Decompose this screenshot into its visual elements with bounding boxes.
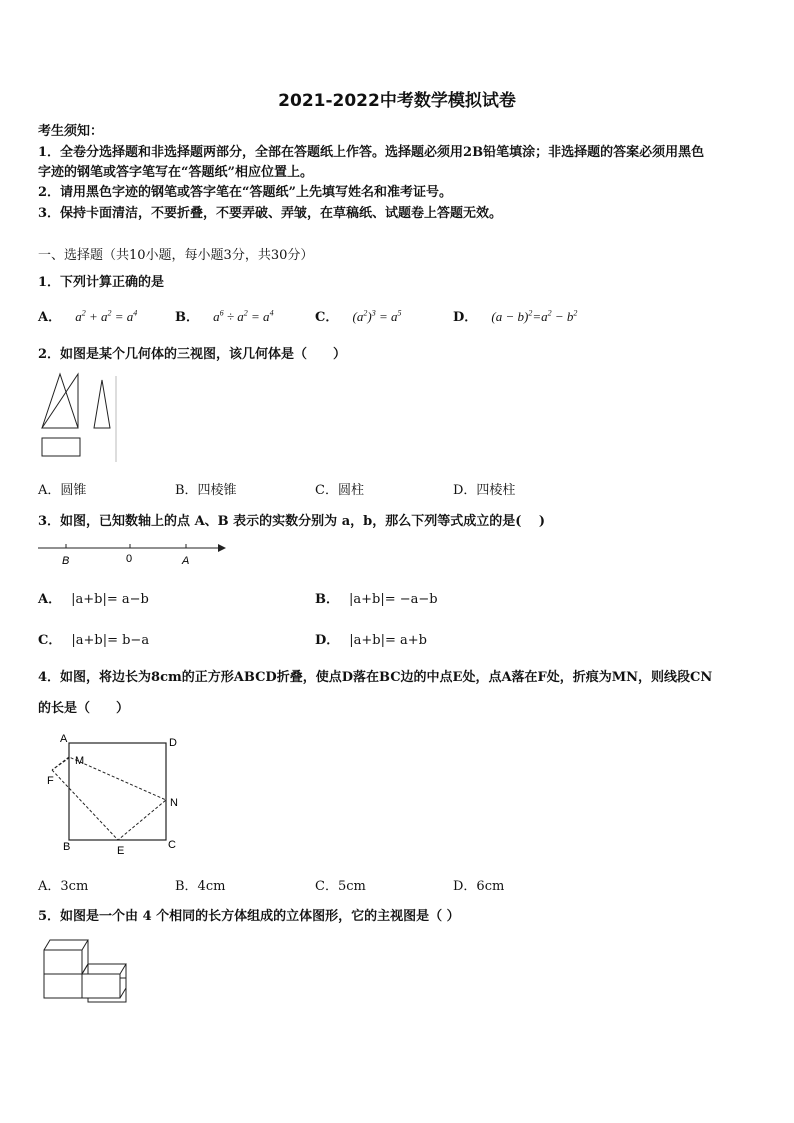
q5-stem: 5．如图是一个由 4 个相同的长方体组成的立体图形，它的主视图是（ ） <box>38 909 460 924</box>
q2-top-view-rectangle <box>42 438 80 456</box>
q3-option-b-label: B． <box>315 592 339 607</box>
q4-option-c[interactable]: C．5cm <box>315 879 366 894</box>
q3-option-a[interactable] <box>38 588 149 607</box>
q1-stem: 1．下列计算正确的是 <box>38 275 165 290</box>
q4-option-a[interactable]: A．3cm <box>38 879 89 894</box>
q3-stem: 3．如图，已知数轴上的点 A、B 表示的实数分别为 a，b，那么下列等式成立的是( ) <box>38 514 546 529</box>
q4-point-c: C <box>168 839 176 851</box>
q2-three-views-figure <box>38 372 122 464</box>
q1-option-d-expr: $(a - b)^2=a^2 - b^2$ <box>491 308 578 324</box>
notice-line-2: 2．请用黑色字迹的钢笔或答字笔在“答题纸”上先填写姓名和准考证号。 <box>38 185 453 200</box>
q1-option-c-expr: $(a^2)^3 = a^5$ <box>352 308 402 324</box>
page-title: 2021-2022中考数学模拟试卷 <box>278 91 516 111</box>
q1-option-c[interactable] <box>315 306 401 325</box>
notice-line-1b: 字迹的钢笔或答字笔写在“答题纸”相应位置上。 <box>38 165 313 180</box>
q2-option-a[interactable]: A．圆锥 <box>38 483 87 498</box>
q1-option-a-label: A． <box>38 310 62 325</box>
notice-line-1a: 1．全卷分选择题和非选择题两部分，全部在答题纸上作答。选择题必须用2B铅笔填涂；非选择题的答案必须用黑色 <box>38 145 705 160</box>
q3-option-c-expr: |a+b|= b−a <box>71 633 150 648</box>
notice-heading: 考生须知： <box>38 124 104 139</box>
q4-option-b[interactable]: B．4cm <box>175 879 226 894</box>
q1-option-d-label: D． <box>453 310 478 325</box>
q3-option-a-label: A． <box>38 592 62 607</box>
q3-number-line <box>36 538 232 568</box>
q3-option-c-label: C． <box>38 633 62 648</box>
q3-option-b[interactable] <box>315 588 438 607</box>
q1-option-a[interactable] <box>38 306 137 325</box>
q3-label-b: B <box>62 555 70 567</box>
q3-label-zero: 0 <box>126 553 133 565</box>
notice-line-3: 3．保持卡面清洁，不要折叠，不要弄破、弄皱，在草稿纸、试题卷上答题无效。 <box>38 206 503 221</box>
q1-option-a-expr: $a^2 + a^2 = a^4$ <box>75 308 138 324</box>
q1-option-b-label: B． <box>175 310 199 325</box>
q4-point-e: E <box>117 845 125 857</box>
q4-option-d[interactable]: D．6cm <box>453 879 505 894</box>
q3-option-a-expr: |a+b|= a−b <box>71 592 149 607</box>
q2-option-b[interactable]: B．四棱锥 <box>175 483 237 498</box>
q5-stack-left <box>44 940 88 998</box>
q1-option-b[interactable] <box>175 306 274 325</box>
q1-option-c-label: C． <box>315 310 339 325</box>
q3-option-d-label: D． <box>315 633 340 648</box>
q4-point-f: F <box>47 775 54 787</box>
q4-point-a: A <box>60 733 68 745</box>
q1-option-d[interactable] <box>453 306 577 325</box>
q3-label-a: A <box>182 555 190 567</box>
q2-stem: 2．如图是某个几何体的三视图，该几何体是（ ） <box>38 347 347 362</box>
q3-option-c[interactable] <box>38 629 149 648</box>
section-heading: 一、选择题（共10小题，每小题3分，共30分） <box>38 248 314 263</box>
q3-option-d-expr: |a+b|= a+b <box>349 633 427 648</box>
q4-square-figure <box>38 728 188 860</box>
q4-point-d: D <box>169 737 177 749</box>
q1-option-b-expr: $a^6 \div a^2 = a^4$ <box>213 308 274 324</box>
q2-option-c[interactable]: C．圆柱 <box>315 483 364 498</box>
q3-option-d[interactable] <box>315 629 427 648</box>
q4-fold-af <box>52 757 69 770</box>
q2-option-d[interactable]: D．四棱柱 <box>453 483 516 498</box>
q4-point-b: B <box>63 841 71 853</box>
q5-stack-right <box>82 964 126 1002</box>
q2-front-view-triangle <box>42 374 78 428</box>
q4-point-m: M <box>75 755 85 767</box>
q3-option-b-expr: |a+b|= −a−b <box>349 592 438 607</box>
q2-side-view-triangle <box>94 380 110 428</box>
q5-cuboid-figure <box>38 936 132 1008</box>
q3-axis-arrow <box>218 544 226 552</box>
q4-stem-line-1: 4．如图，将边长为8cm的正方形ABCD折叠，使点D落在BC边的中点E处，点A落在F处，折痕为MN，则线段CN <box>38 670 713 685</box>
q4-stem-line-2: 的长是（ ） <box>38 701 130 716</box>
q4-point-n: N <box>170 797 178 809</box>
